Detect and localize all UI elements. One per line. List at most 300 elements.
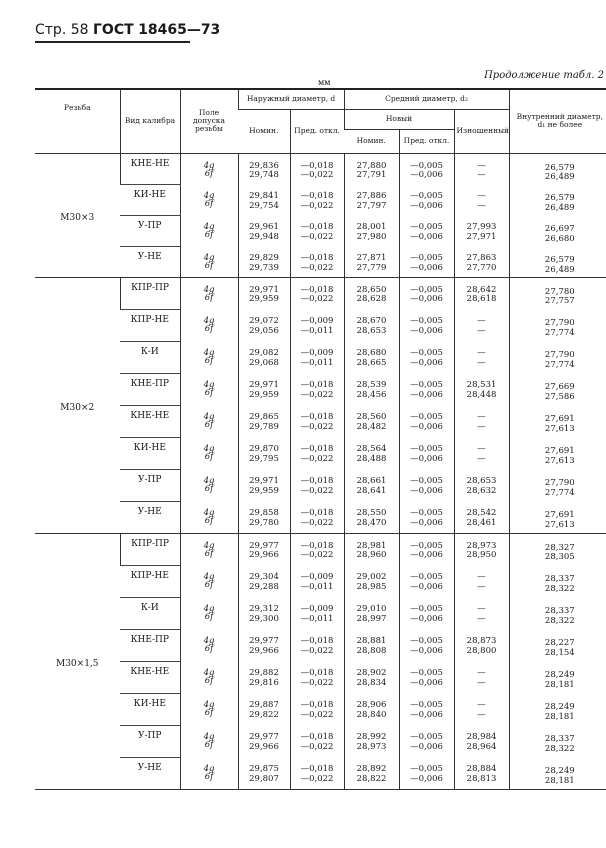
cell-value: 6f [204,199,214,209]
thread-size: М30×2 [35,277,120,533]
cell-value: 28,800 [466,645,497,656]
cell-value: —0,005 [410,316,443,326]
cell-value: 29,056 [249,325,279,336]
cell-value: —0,018 [300,222,334,232]
cell-value: — [477,613,486,624]
cell-value: 28,550 [356,508,387,518]
cell-value: 28,249 [544,702,575,712]
thread-size: М30×3 [35,153,120,277]
cell-value: 6f [204,516,214,526]
mean-nom-cell [344,693,399,725]
cell-value: 28,997 [356,613,387,624]
gauge-cell: КПР-ПР [120,533,180,565]
gauge-cell: У-НЕ [120,501,180,533]
cell-value: 28,653 [356,325,387,336]
mean-dev-cell [399,565,454,597]
tolerance-cell [180,341,238,373]
mean-worn-cell [454,437,509,469]
inner-diameter-cell [509,501,606,533]
gauge-cell: КНЕ-ПР [120,373,180,405]
cell-value: —0,009 [300,572,334,582]
inner-diameter-cell [509,153,606,184]
outer-nom-cell [238,565,290,597]
cell-value: 28,892 [356,764,387,774]
outer-dev-cell [290,693,344,725]
inner-diameter-cell [509,597,606,629]
cell-value: 28,906 [356,700,387,710]
outer-nom-cell [238,757,290,789]
cell-value: —0,022 [300,645,334,656]
table-row [35,277,606,309]
tolerance-cell [180,661,238,693]
cell-value: 29,068 [249,357,279,368]
outer-dev-cell [290,405,344,437]
cell-value: 4g [203,412,215,422]
mean-worn-cell [454,757,509,789]
cell-value: 28,680 [356,348,387,358]
cell-value: —0,018 [300,284,334,295]
mean-dev-cell [399,629,454,661]
mean-worn-cell [454,277,509,309]
cell-value: 28,902 [356,668,387,678]
outer-nom-cell [238,309,290,341]
cell-value: 29,300 [249,613,279,624]
outer-nom-cell [238,246,290,277]
outer-dev-cell [290,501,344,533]
cell-value: 27,613 [544,423,575,434]
outer-dev-cell [290,184,344,215]
outer-nom-cell [238,597,290,629]
cell-value: 6f [204,580,214,590]
cell-value: 29,312 [249,604,279,614]
cell-value: —0,018 [300,476,334,486]
thread-size: М30×1,5 [35,533,120,789]
inner-diameter-cell [509,215,606,246]
outer-nom-cell [238,501,290,533]
standard-number: 18465—73 [138,22,221,38]
tolerance-cell [180,373,238,405]
gauge-cell: КИ-НЕ [120,437,180,469]
mean-worn-cell [454,153,509,184]
cell-value: 27,790 [544,478,575,488]
cell-value: —0,006 [410,709,443,720]
cell-value: 6f [204,324,214,334]
outer-nom-cell [238,661,290,693]
mean-nom-cell [344,757,399,789]
gauge-cell: КИ-НЕ [120,184,180,215]
cell-value: —0,022 [300,231,334,242]
cell-value: 28,337 [544,606,575,616]
mean-nom-cell [344,501,399,533]
cell-value: 4g [203,160,215,171]
cell-value: —0,006 [410,581,443,592]
cell-value: 4g [203,253,215,263]
cell-value: — [477,325,486,336]
cell-value: 28,840 [356,709,387,720]
cell-value: 28,337 [544,734,575,744]
inner-diameter-cell [509,184,606,215]
cell-value: 4g [203,732,215,742]
cell-value: 29,748 [249,170,279,180]
col-mean-worn: Изношенный [454,109,509,153]
cell-value: —0,022 [300,550,334,560]
cell-value: 29,807 [249,773,279,784]
mean-dev-cell [399,661,454,693]
cell-value: 29,010 [356,604,387,614]
outer-nom-cell [238,533,290,565]
mean-dev-cell [399,277,454,309]
cell-value: 28,249 [544,670,575,680]
mean-worn-cell [454,501,509,533]
cell-value: 27,790 [544,350,575,360]
cell-value: —0,005 [410,476,443,486]
cell-value: 28,227 [544,638,575,648]
cell-value: 29,739 [249,262,279,273]
cell-value: 28,665 [356,357,387,368]
outer-dev-cell [290,277,344,309]
cell-value: —0,006 [410,421,443,432]
mean-nom-cell [344,184,399,215]
cell-value: —0,005 [410,160,443,171]
cell-value: 29,882 [249,668,279,678]
cell-value: 27,774 [544,487,575,498]
cell-value: 28,950 [466,550,497,560]
mean-worn-cell [454,661,509,693]
cell-value: 28,327 [544,542,575,553]
gauge-cell: У-ПР [120,725,180,757]
cell-value: 6f [204,452,214,462]
cell-value: 29,966 [249,645,279,656]
cell-value: 6f [204,261,214,271]
cell-value: —0,022 [300,200,334,211]
cell-value: —0,005 [410,636,443,646]
cell-value: 29,082 [249,348,279,358]
col-mean-nom: Номин. [344,129,399,153]
cell-value: —0,022 [300,741,334,752]
mean-nom-cell [344,277,399,309]
cell-value: —0,022 [300,677,334,688]
cell-value: 27,871 [356,253,387,263]
mean-nom-cell [344,215,399,246]
gauge-table [35,88,606,790]
cell-value: —0,018 [300,732,334,742]
cell-value: 27,779 [356,262,387,273]
cell-value: —0,006 [410,231,443,242]
mean-nom-cell [344,309,399,341]
cell-value: 28,973 [356,741,387,752]
mean-worn-cell [454,565,509,597]
mean-worn-cell [454,373,509,405]
mean-dev-cell [399,373,454,405]
cell-value: 6f [204,612,214,622]
mean-nom-cell [344,373,399,405]
table-row [35,215,606,246]
cell-value: 4g [203,700,215,710]
cell-value: 29,971 [249,476,279,486]
cell-value: —0,005 [410,222,443,232]
inner-diameter-cell [509,309,606,341]
cell-value: — [477,709,486,720]
cell-value: 4g [203,316,215,326]
cell-value: 28,661 [356,476,387,486]
cell-value: 4g [203,668,215,678]
cell-value: —0,022 [300,389,334,400]
col-mean-dev: Пред. откл. [399,129,454,153]
cell-value: 4g [203,444,215,454]
cell-value: 6f [204,420,214,430]
cell-value: 29,948 [249,231,279,242]
inner-diameter-cell [509,405,606,437]
cell-value: 29,789 [249,421,279,432]
cell-value: —0,011 [300,613,334,624]
cell-value: 28,542 [466,508,497,518]
cell-value: —0,006 [410,294,443,304]
cell-value: —0,005 [410,191,443,201]
cell-value: 28,628 [356,294,387,304]
cell-value: 4g [203,604,215,614]
cell-value: 6f [204,772,214,782]
mean-dev-cell [399,597,454,629]
cell-value: —0,005 [410,540,443,551]
cell-value: 29,865 [249,412,279,422]
cell-value: —0,006 [410,773,443,784]
mean-dev-cell [399,437,454,469]
cell-value: —0,009 [300,604,334,614]
cell-value: 4g [203,284,215,295]
cell-value: — [477,668,486,678]
inner-diameter-cell [509,469,606,501]
mean-worn-cell [454,405,509,437]
tolerance-cell [180,693,238,725]
mean-nom-cell [344,597,399,629]
outer-dev-cell [290,215,344,246]
cell-value: 27,757 [544,296,575,306]
gauge-cell: У-ПР [120,215,180,246]
cell-value: —0,006 [410,485,443,496]
table-row [35,501,606,533]
cell-value: 27,780 [544,286,575,297]
gauge-cell: КИ-НЕ [120,693,180,725]
tolerance-cell [180,757,238,789]
gauge-cell: У-ПР [120,469,180,501]
cell-value: 28,322 [544,583,575,594]
cell-value: 27,886 [356,191,387,201]
cell-value: —0,006 [410,389,443,400]
cell-value: 29,870 [249,444,279,454]
cell-value: 28,560 [356,412,387,422]
cell-value: — [477,160,486,171]
cell-value: 27,863 [466,253,497,263]
col-tolerance: Поле допуска резьбы [180,89,238,153]
tolerance-cell [180,437,238,469]
table-row [35,693,606,725]
cell-value: —0,006 [410,517,443,528]
cell-value: — [477,412,486,422]
cell-value: —0,018 [300,444,334,454]
col-mean: Средний диаметр, d₂ [344,89,509,109]
cell-value: —0,006 [410,741,443,752]
cell-value: 28,249 [544,766,575,776]
cell-value: 6f [204,740,214,750]
outer-nom-cell [238,405,290,437]
tolerance-cell [180,215,238,246]
tolerance-cell [180,597,238,629]
col-outer-nom: Номин. [238,109,290,153]
cell-value: 28,181 [544,679,575,690]
cell-value: 26,579 [544,255,575,265]
cell-value: —0,018 [300,668,334,678]
inner-diameter-cell [509,373,606,405]
inner-diameter-cell [509,629,606,661]
mean-nom-cell [344,405,399,437]
cell-value: 26,489 [544,202,575,213]
cell-value: —0,022 [300,453,334,464]
table-row [35,469,606,501]
outer-dev-cell [290,597,344,629]
cell-value: 28,456 [356,389,387,400]
cell-value: —0,005 [410,700,443,710]
inner-diameter-cell [509,533,606,565]
standard-label: ГОСТ [93,22,134,38]
cell-value: —0,005 [410,668,443,678]
gauge-cell: КНЕ-ПР [120,629,180,661]
table-row [35,341,606,373]
gauge-cell: КПР-ПР [120,277,180,309]
outer-dev-cell [290,565,344,597]
cell-value: 6f [204,356,214,366]
cell-value: — [477,191,486,201]
cell-value: 28,973 [466,540,497,551]
cell-value: —0,005 [410,732,443,742]
mean-dev-cell [399,469,454,501]
cell-value: 26,489 [544,172,575,182]
cell-value: —0,006 [410,677,443,688]
cell-value: 28,305 [544,552,575,562]
cell-value: —0,005 [410,380,443,390]
cell-value: 29,977 [249,540,279,551]
table-row [35,661,606,693]
mean-dev-cell [399,757,454,789]
mean-nom-cell [344,565,399,597]
table-row [35,597,606,629]
cell-value: 27,770 [466,262,497,273]
cell-value: 28,539 [356,380,387,390]
cell-value: —0,006 [410,645,443,656]
cell-value: — [477,453,486,464]
cell-value: 28,985 [356,581,387,592]
cell-value: —0,005 [410,508,443,518]
cell-value: 28,884 [466,764,497,774]
cell-value: —0,022 [300,294,334,304]
tolerance-cell [180,725,238,757]
cell-value: —0,022 [300,517,334,528]
outer-dev-cell [290,246,344,277]
mean-nom-cell [344,469,399,501]
cell-value: — [477,421,486,432]
cell-value: 29,780 [249,517,279,528]
mean-nom-cell [344,153,399,184]
outer-nom-cell [238,437,290,469]
cell-value: 27,774 [544,327,575,338]
cell-value: 27,993 [466,222,497,232]
mean-dev-cell [399,309,454,341]
cell-value: —0,018 [300,253,334,263]
mean-dev-cell [399,341,454,373]
cell-value: 29,072 [249,316,279,326]
cell-value: 29,288 [249,581,279,592]
mean-nom-cell [344,629,399,661]
cell-value: 28,470 [356,517,387,528]
cell-value: 29,304 [249,572,279,582]
mean-nom-cell [344,437,399,469]
mean-dev-cell [399,501,454,533]
cell-value: 29,795 [249,453,279,464]
cell-value: —0,005 [410,444,443,454]
col-mean-new: Новый [344,109,454,129]
page-number: Стр. 58 [35,22,89,38]
cell-value: 28,822 [356,773,387,784]
cell-value: 28,181 [544,711,575,722]
cell-value: 28,992 [356,732,387,742]
mean-worn-cell [454,341,509,373]
cell-value: 28,461 [466,517,497,528]
cell-value: 4g [203,476,215,486]
tolerance-cell [180,184,238,215]
cell-value: 29,966 [249,741,279,752]
cell-value: — [477,200,486,211]
cell-value: 26,579 [544,162,575,173]
outer-dev-cell [290,757,344,789]
mean-nom-cell [344,246,399,277]
cell-value: —0,006 [410,550,443,560]
table-row [35,533,606,565]
mean-dev-cell [399,533,454,565]
cell-value: — [477,316,486,326]
cell-value: — [477,604,486,614]
cell-value: 27,691 [544,414,575,424]
table-row [35,565,606,597]
cell-value: 29,875 [249,764,279,774]
table-row [35,309,606,341]
cell-value: —0,022 [300,170,334,180]
cell-value: 27,586 [544,391,575,402]
cell-value: 28,488 [356,453,387,464]
inner-diameter-cell [509,246,606,277]
cell-value: 26,697 [544,224,575,234]
cell-value: 29,836 [249,160,279,171]
cell-value: 6f [204,548,214,559]
cell-value: 28,448 [466,389,497,400]
cell-value: —0,005 [410,604,443,614]
outer-nom-cell [238,215,290,246]
cell-value: 28,650 [356,284,387,295]
tolerance-cell [180,153,238,184]
outer-dev-cell [290,153,344,184]
cell-value: — [477,572,486,582]
cell-value: 6f [204,388,214,398]
inner-diameter-cell [509,725,606,757]
outer-nom-cell [238,341,290,373]
cell-value: 6f [204,708,214,718]
cell-value: 29,858 [249,508,279,518]
cell-value: 28,154 [544,647,575,658]
cell-value: 28,322 [544,743,575,754]
cell-value: 27,774 [544,359,575,370]
outer-dev-cell [290,437,344,469]
cell-value: — [477,700,486,710]
cell-value: 28,564 [356,444,387,454]
cell-value: 28,642 [466,284,497,295]
